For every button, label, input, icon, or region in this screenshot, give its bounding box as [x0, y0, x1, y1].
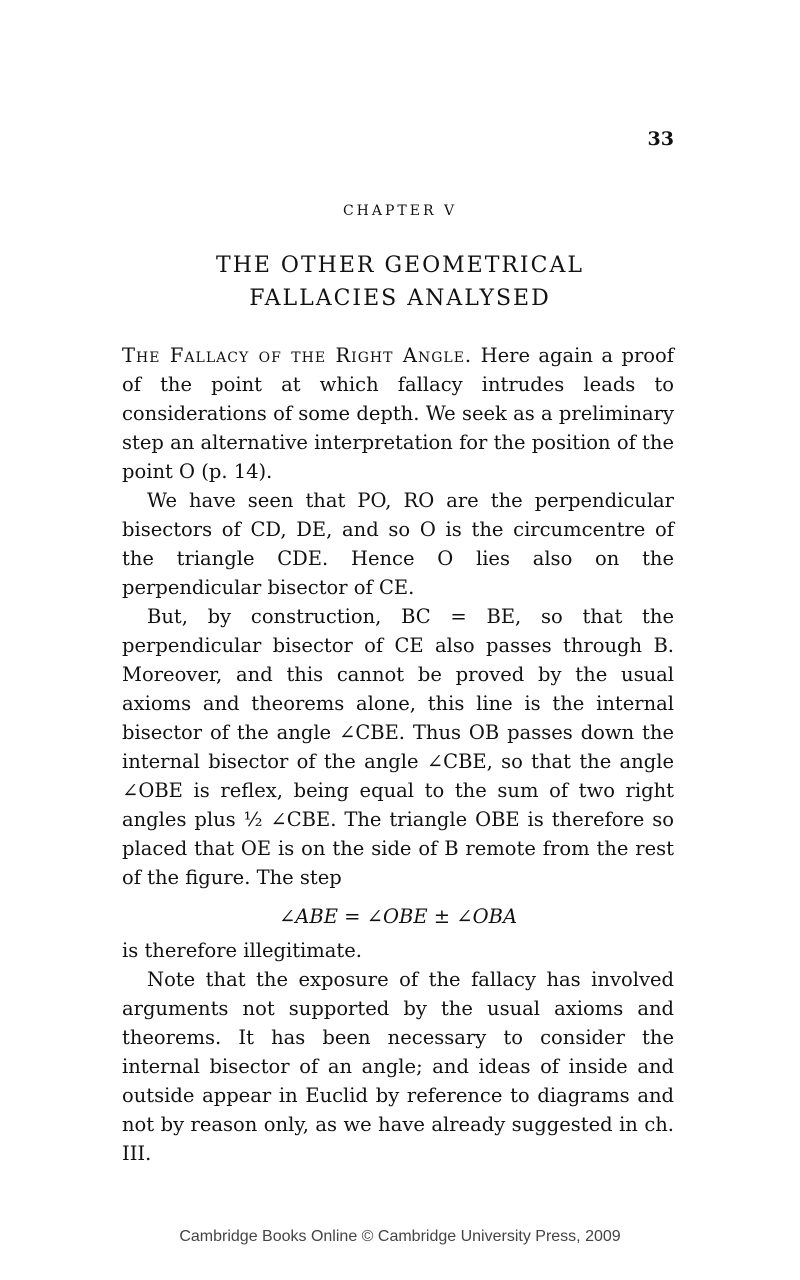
equation: ∠ABE = ∠OBE ± ∠OBA — [278, 905, 518, 928]
paragraph-2: We have seen that PO, RO are the perpendicular bisectors of CD, DE, and so O is the circumcentre of the triangle CDE. Hence O lies also on the perpendicular bisector of CE. — [122, 489, 674, 599]
chapter-title — [0, 249, 800, 315]
paragraph-1-body: Here again a proof of the point at which fallacy intrudes leads to considerations of some depth. We seek as a preliminary step an alternative interpretation for the position of the point O (p. 14). — [122, 344, 674, 483]
page-number: 33 — [647, 128, 674, 150]
paragraph-3: But, by construction, BC = BE, so that the perpendicular bisector of CE also passes through B. Moreover, and this cannot be proved by the usual axioms and theorems alone, this line is the internal bisector of the angle ∠CBE. Thus OB passes down the internal bisector of the angle ∠CBE, so that the angle ∠OBE is reflex, being equal to the sum of two right angles plus ½ ∠CBE. The triangle OBE is therefore so placed that OE is on the side of B remote from the rest of the figure. The step — [122, 605, 674, 889]
paragraph-5: Note that the exposure of the fallacy has involved arguments not supported by the usual axioms and theorems. It has been necessary to consider the internal bisector of an angle; and ideas of inside and outside appear in Euclid by reference to diagrams and not by reason only, as we have already suggested in ch. III. — [122, 968, 674, 1165]
chapter-title-line-1: THE OTHER GEOMETRICAL — [216, 253, 584, 278]
chapter-label: CHAPTER V — [342, 203, 458, 219]
paragraph-1 — [122, 341, 674, 486]
section-heading: The Fallacy of the Right Angle. — [122, 344, 473, 367]
copyright-footer: Cambridge Books Online © Cambridge University Press, 2009 — [179, 1228, 621, 1245]
chapter-title-line-2: FALLACIES ANALYSED — [249, 286, 551, 311]
paragraph-4: is therefore illegitimate. — [122, 939, 362, 962]
body-text — [122, 341, 674, 1168]
